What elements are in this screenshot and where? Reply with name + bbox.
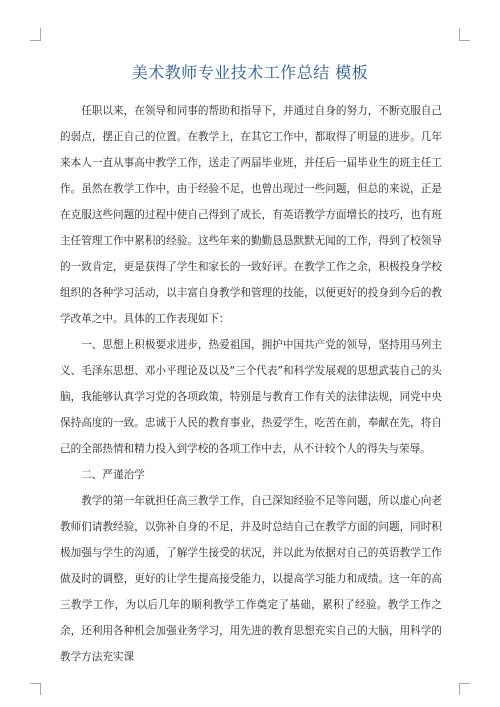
crop-mark-top-left: [40, 28, 41, 41]
document-body: [60, 98, 442, 670]
crop-mark-top-right: [459, 28, 460, 41]
crop-mark-bottom-right: [459, 683, 460, 695]
paragraph-intro: 任职以来，在领导和同事的帮助和指导下，并通过自身的努力，不断克服自己的弱点，摆正自己的位置。在教学上，在其它工作中，都取得了明显的进步。几年来本人一直从事高中教学工作，送走了两届毕业班，并任后一届毕业生的班主任工作。虽然在教学工作中，由于经验不足，也曾出现过一些问题，但总的来说，正是在克服这些问题的过程中使自己得到了成长，有英语教学方面增长的技巧，也有班主任管理工作中累积的经验。这些年来的勤勤恳恳默默无闻的工作，得到了校领导的一致肯定，更是获得了学生和家长的一致好评。在教学工作之余，积极投身学校组织的各种学习活动，以丰富自身教学和管理的技能，以便更好的投身到今后的教学改革之中。具体的工作表现如下：: [60, 105, 442, 325]
section-heading-2: 二、严谨治学: [81, 469, 145, 481]
crop-mark-top-right: [459, 40, 470, 41]
paragraph-section-2: 教学的第一年就担任高三教学工作，自己深知经验不足等问题，所以虚心向老教师们请教经验，以弥补自身的不足，并及时总结自己在教学方面的问题，同时积极加强与学生的沟通，了解学生接受的状况，并以此为依据对自己的英语教学工作做及时的调整，更好的让学生提高接受能力，以提高学习能力和成绩。这一年的高三教学工作，为以后几年的顺利教学工作奠定了基础，累积了经验。教学工作之余，还利用各种机会加强业务学习，用先进的教育思想充实自己的大脑，用科学的教学方法充实课: [60, 495, 442, 663]
document-title: 美术教师专业技术工作总结 模板: [131, 63, 369, 82]
paragraph-section-1: 一、思想上积极要求进步，热爱祖国，拥护中国共产党的领导，坚持用马列主义、毛泽东思想、邓小平理论及以及“三个代表”和科学发展观的思想武装自己的头脑，我能够认真学习党的各项政策，特别是与教育工作有关的法律法规，同党中央保持高度的一致。忠诚于人民的教育事业，热爱学生，吃苦在前，奉献在先，将自己的全部热情和精力投入到学校的各项工作中去，从不计较个人的得失与荣辱。: [60, 339, 442, 455]
crop-mark-bottom-right: [459, 683, 470, 684]
crop-mark-bottom-left: [40, 683, 41, 695]
